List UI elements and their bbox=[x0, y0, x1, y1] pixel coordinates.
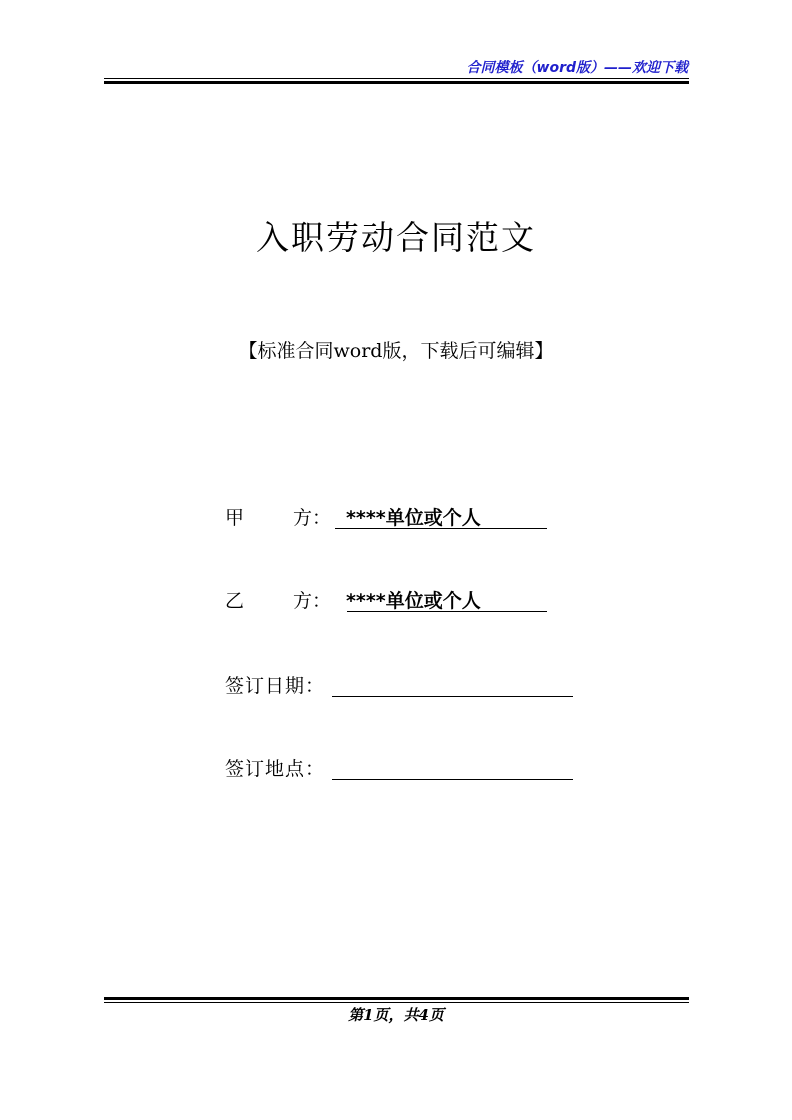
footer-divider-thin bbox=[104, 1002, 689, 1003]
page-number: 第1页，共4页 bbox=[348, 1006, 444, 1024]
sign-place-underline[interactable] bbox=[332, 754, 573, 780]
sign-date-label: 签订日期： bbox=[225, 675, 326, 697]
header-divider-thin bbox=[104, 78, 689, 79]
document-title: 入职劳动合同范文 bbox=[256, 218, 536, 257]
party-b-label-second: 方： bbox=[293, 590, 332, 612]
footer-divider-thick bbox=[104, 997, 689, 1000]
party-a-label-first: 甲 bbox=[225, 507, 245, 529]
party-a-value[interactable]: ****单位或个人 bbox=[346, 507, 481, 529]
party-a-label-second: 方： bbox=[293, 507, 332, 529]
sign-place-label: 签订地点： bbox=[225, 758, 326, 780]
document-header-text: 合同模板（word版）——欢迎下载 bbox=[466, 60, 688, 76]
header-divider-thick bbox=[104, 81, 689, 84]
party-b-value[interactable]: ****单位或个人 bbox=[346, 590, 481, 612]
sign-date-underline[interactable] bbox=[332, 671, 573, 697]
document-subtitle: 【标准合同word版，下载后可编辑】 bbox=[238, 340, 554, 362]
party-b-label-first: 乙 bbox=[225, 590, 245, 612]
